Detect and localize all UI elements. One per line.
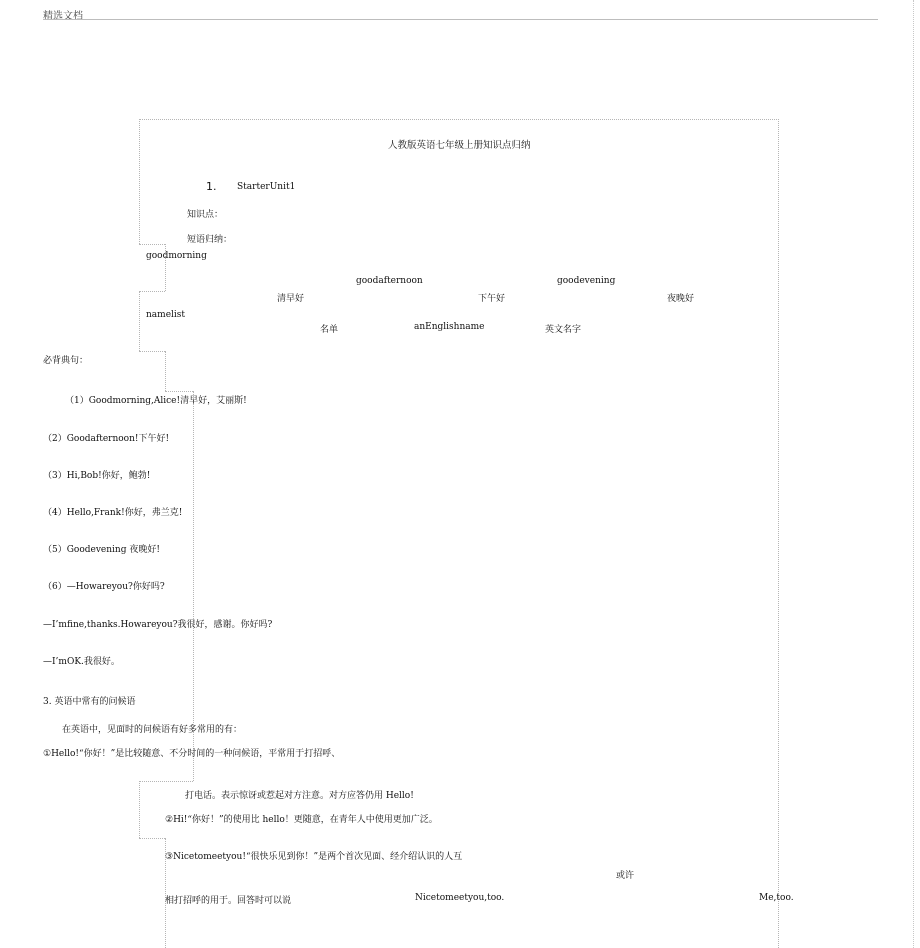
- phrase-cn: 名单: [320, 325, 339, 335]
- sentence-item: —I’mOK.我很好。: [43, 657, 120, 667]
- greeting-item-nice-cont: 相打招呼的用于。回答时可以说: [165, 896, 292, 906]
- phrase-cn: 英文名字: [545, 325, 582, 335]
- sentence-item: （2）Goodafternoon!下午好!: [43, 434, 170, 444]
- sentence-item: （1）Goodmorning,Alice!清早好，艾丽斯!: [65, 396, 247, 406]
- phrase-en: goodevening: [557, 276, 616, 286]
- phrase-en: namelist: [146, 310, 186, 320]
- header-divider: [43, 19, 878, 20]
- frame-step: [139, 351, 165, 352]
- text-frame-top: [139, 119, 779, 120]
- section-number: 1.: [206, 180, 217, 193]
- frame-step: [139, 781, 193, 782]
- text-frame-left: [139, 119, 140, 244]
- greeting-item-hello: ①Hello!“你好！”是比较随意、不分时间的一种问候语，平常用于打招呼、: [43, 749, 341, 759]
- document-title: 人教版英语七年级上册知识点归纳: [388, 140, 531, 151]
- sentence-item: —I’mfine,thanks.Howareyou?我很好，感谢。你好吗?: [43, 620, 273, 630]
- frame-step: [139, 244, 165, 245]
- phrase-en: anEnglishname: [414, 322, 485, 332]
- frame-step: [139, 838, 165, 839]
- section3-title: 3. 英语中常有的问候语: [43, 697, 136, 707]
- frame-step: [165, 351, 166, 391]
- greeting-item-hi: ②Hi!“你好！”的使用比 hello！更随意，在青年人中使用更加广泛。: [165, 815, 438, 825]
- sentence-item: （4）Hello,Frank!你好，弗兰克!: [43, 508, 183, 518]
- greeting-item-or: 或许: [616, 871, 635, 881]
- text-frame-right: [778, 119, 779, 948]
- frame-step: [139, 291, 140, 351]
- phrase-en: goodmorning: [146, 251, 207, 261]
- phrase-en: goodafternoon: [356, 276, 423, 286]
- section-name: StarterUnit1: [237, 182, 296, 192]
- greeting-reply-2: Me,too.: [759, 893, 794, 903]
- sentence-item: （3）Hi,Bob!你好，鲍勃!: [43, 471, 151, 481]
- sentence-item: （6）—Howareyou?你好吗?: [43, 582, 165, 592]
- phrase-cn: 下午好: [478, 294, 506, 304]
- sentence-item: （5）Goodevening 夜晚好!: [43, 545, 160, 555]
- frame-step: [139, 291, 165, 292]
- page-edge-line: [913, 0, 914, 948]
- page-header-label: 精选文档: [43, 11, 83, 22]
- greeting-item-nice: ③Nicetomeetyou!“很快乐见到你！”是两个首次见面、经介绍认识的人互: [165, 852, 463, 862]
- section3-intro: 在英语中，见面时的问候语有好多常用的有：: [62, 725, 243, 735]
- sentences-label: 必背典句：: [43, 356, 89, 366]
- frame-step: [139, 781, 140, 838]
- phrase-cn: 清早好: [277, 294, 305, 304]
- greeting-item-hello-cont: 打电话。表示惊讶或惹起对方注意。对方应答仍用 Hello!: [185, 791, 414, 801]
- greeting-reply-1: Nicetomeetyou,too.: [415, 893, 505, 903]
- phrase-cn: 夜晚好: [667, 294, 695, 304]
- knowledge-label: 知识点：: [187, 210, 224, 220]
- phrase-label: 短语归纳：: [187, 235, 233, 245]
- frame-step: [165, 391, 193, 392]
